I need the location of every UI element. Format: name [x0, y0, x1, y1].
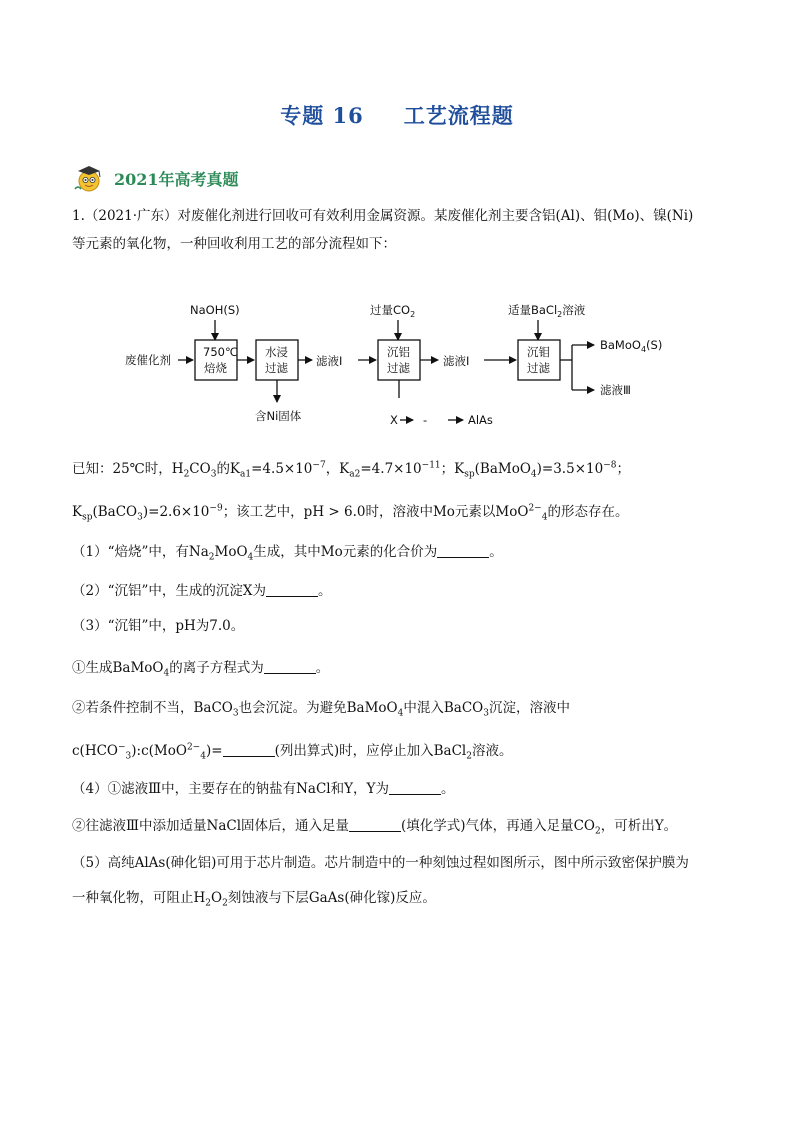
flow-feed-label: 废催化剂	[125, 353, 171, 367]
question-stem-line1: 1.（2021·广东）对废催化剂进行回收可有效利用金属资源。某废催化剂主要含铝(Al)、钼(Mo)、镍(Ni)	[72, 208, 694, 224]
section-heading-text: 2021年高考真题	[114, 169, 239, 189]
filtrate3-label: 滤液Ⅲ	[600, 383, 631, 397]
answer-blank-4-2[interactable]	[349, 817, 401, 832]
precipitate-x-label: X	[390, 413, 398, 427]
filtrate1a-label: 滤液Ⅰ	[316, 354, 343, 368]
question-4: （4）①滤液Ⅲ中，主要存在的钠盐有NaCl和Y，Y为 。	[72, 781, 455, 797]
answer-blank-3-1[interactable]	[264, 659, 316, 674]
title-topic-name: 工艺流程题	[403, 103, 514, 128]
flow-naoh-label: NaOH(S)	[190, 303, 240, 317]
answer-blank-4-1[interactable]	[389, 780, 441, 795]
roast-temp-label: 750℃	[203, 345, 238, 359]
title-topic-number: 专题 16	[280, 103, 364, 128]
section-heading	[72, 163, 239, 193]
leach-label-2: 过滤	[265, 361, 288, 375]
bacl2-label: 适量BaCl$_2$溶液	[508, 303, 586, 319]
question-5-line2: 一种氧化物，可阻止$H_2O_2$刻蚀液与下层GaAs(砷化镓)反应。	[72, 890, 436, 909]
answer-blank-3-2[interactable]	[223, 742, 275, 757]
answer-blank-1[interactable]	[437, 543, 489, 558]
page-title	[0, 100, 794, 130]
question-2: （2）“沉铝”中，生成的沉淀X为 。	[72, 583, 332, 599]
question-3: （3）“沉钼”中，pH为7.0。	[72, 618, 245, 634]
mo-label-2: 过滤	[527, 361, 550, 375]
leach-label-1: 水浸	[265, 345, 288, 359]
roast-label: 焙烧	[204, 361, 227, 375]
flow-dash: -	[423, 413, 428, 427]
known-data-line1: 已知：25℃时，$H_2CO_3$的$K_{a1}=4.5\times 10^{-7}$，$K_{a2}=4.7\times 10^{-11}$；$K_{sp}(BaMoO_4)=3.5\times 10^{-8}$；	[72, 460, 630, 480]
question-5-line1: （5）高纯AlAs(砷化铝)可用于芯片制造。芯片制造中的一种刻蚀过程如图所示，图中所示致密保护膜为	[72, 855, 689, 871]
filtrate1b-label: 滤液Ⅰ	[443, 354, 470, 368]
co2-label: 过量$CO_2$	[370, 303, 416, 319]
question-3-part2: ②若条件控制不当，BaCO$_3$也会沉淀。为避免BaMoO$_4$中混入BaCO$_3$沉淀，溶液中	[72, 700, 570, 719]
alas-label: AlAs	[468, 413, 493, 427]
al-label-2: 过滤	[387, 361, 410, 375]
scholar-mascot-icon	[72, 163, 106, 193]
question-4-part2: ②往滤液Ⅲ中添加适量NaCl固体后，通入足量 (填化学式)气体，再通入足量$CO_2$，可析出Y。	[72, 818, 678, 837]
question-1: （1）“焙烧”中，有$Na_2MoO_4$生成，其中Mo元素的化合价为 。	[72, 544, 503, 563]
mo-label-1: 沉钼	[527, 345, 550, 359]
question-3-part2-formula: $c(HCO^-_3):c(MoO^{2-}_4)=$ (列出算式)时，应停止加入BaCl$_2$溶液。	[72, 742, 513, 762]
ni-solid-label: 含Ni固体	[255, 409, 302, 423]
known-data-line2: $K_{sp}(BaCO_3)=2.6\times 10^{-9}$；该工艺中，pH > 6.0时，溶液中Mo元素以MoO$^{2-}_4$的形态存在。	[72, 503, 629, 523]
al-label-1: 沉铝	[387, 345, 410, 359]
process-flowchart	[100, 290, 700, 440]
question-3-part1: ①生成BaMoO$_4$的离子方程式为 。	[72, 660, 330, 679]
bamoo4-label: BaMoO$_4$(S)	[600, 338, 663, 354]
question-stem-line2: 等元素的氧化物，一种回收利用工艺的部分流程如下：	[72, 236, 396, 252]
answer-blank-2[interactable]	[266, 582, 318, 597]
